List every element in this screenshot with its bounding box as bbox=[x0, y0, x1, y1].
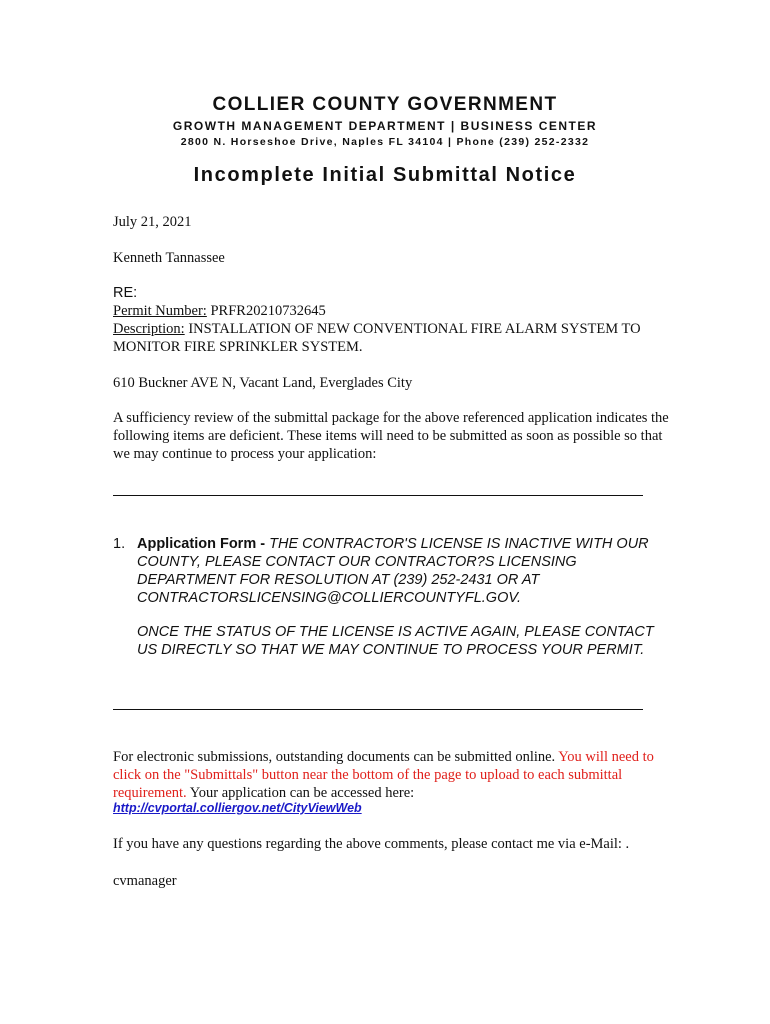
org-name: COLLIER COUNTY GOVERNMENT bbox=[212, 94, 558, 115]
description-label: Description: bbox=[113, 321, 185, 337]
notice-title: Incomplete Initial Submittal Notice bbox=[193, 164, 577, 186]
description-text: INSTALLATION OF NEW CONVENTIONAL FIRE ALARM SYSTEM TO MONITOR FIRE SPRINKLER SYSTEM. bbox=[113, 321, 641, 355]
electronic-submission-paragraph bbox=[113, 748, 658, 802]
item-number: 1. bbox=[113, 536, 126, 552]
portal-link[interactable]: http://cvportal.colliergov.net/CityViewWeb bbox=[113, 801, 362, 815]
divider bbox=[113, 495, 643, 496]
deficiency-item bbox=[137, 535, 657, 607]
permit-number: PRFR20210732645 bbox=[210, 303, 326, 319]
permit-label: Permit Number: bbox=[113, 303, 207, 319]
recipient-name: Kenneth Tannassee bbox=[113, 250, 225, 266]
address-phone-line: 2800 N. Horseshoe Drive, Naples FL 34104 | Phone (239) 252-2332 bbox=[180, 136, 590, 148]
electronic-outro: Your application can be accessed here: bbox=[186, 785, 415, 801]
signature: cvmanager bbox=[113, 873, 177, 889]
divider bbox=[113, 709, 643, 710]
property-address: 610 Buckner AVE N, Vacant Land, Everglades City bbox=[113, 375, 413, 391]
description-line bbox=[113, 320, 673, 356]
re-label: RE: bbox=[113, 285, 138, 301]
letter-date: July 21, 2021 bbox=[113, 214, 192, 230]
electronic-red-instructions: You will need to click on the "Submittals" button near the bottom of the page to upload to each submittal requirement. bbox=[113, 749, 654, 801]
electronic-intro: For electronic submissions, outstanding documents can be submitted online. bbox=[113, 749, 559, 765]
department-line: GROWTH MANAGEMENT DEPARTMENT | BUSINESS CENTER bbox=[172, 119, 598, 133]
item-comment: THE CONTRACTOR'S LICENSE IS INACTIVE WITH OUR COUNTY, PLEASE CONTACT OUR CONTRACTOR?S LICENSING DEPARTMENT FOR RESOLUTION AT (239) 252-2431 OR AT CONTRACTORSLICENSING@COLLIERCOUNTYFL.GOV. bbox=[137, 536, 649, 606]
permit-line bbox=[113, 302, 326, 320]
questions-paragraph: If you have any questions regarding the above comments, please contact me via e-Mail: . bbox=[113, 836, 630, 852]
sufficiency-paragraph: A sufficiency review of the submittal package for the above referenced application indicates the following items are deficient. These items will need to be submitted as soon as possible so that we may continue to process your application: bbox=[113, 410, 669, 462]
item-comment-continued: ONCE THE STATUS OF THE LICENSE IS ACTIVE AGAIN, PLEASE CONTACT US DIRECTLY SO THAT WE MAY CONTINUE TO PROCESS YOUR PERMIT. bbox=[137, 624, 654, 658]
item-label: Application Form - bbox=[137, 536, 270, 552]
